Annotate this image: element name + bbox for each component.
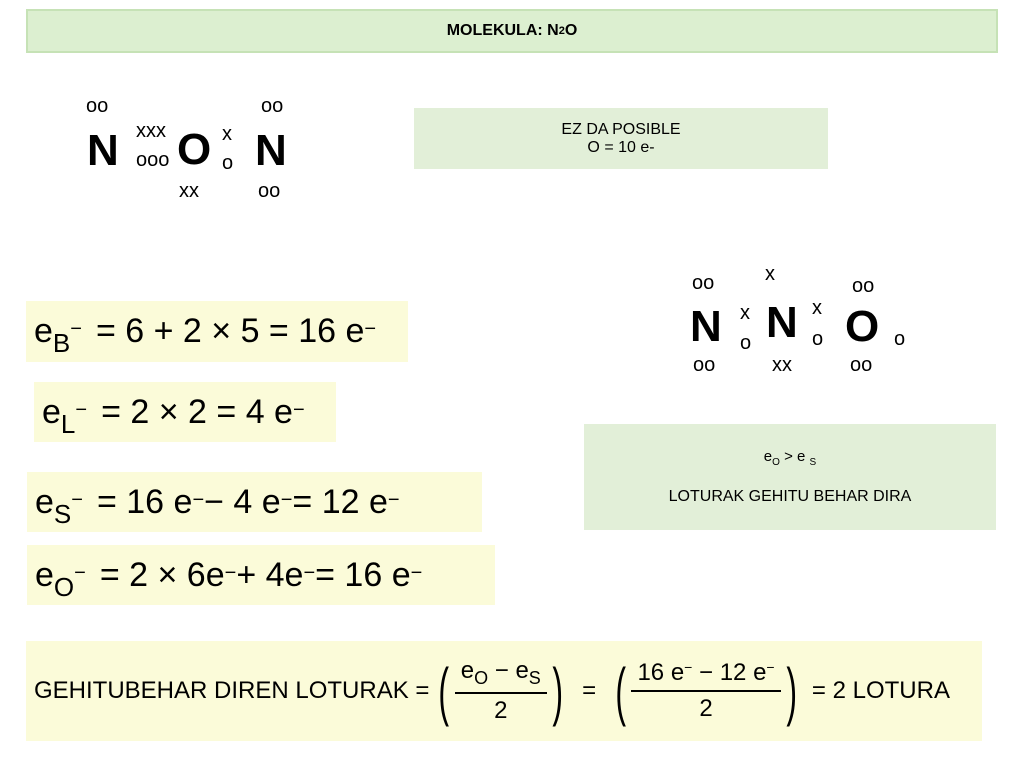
eq-lone-electrons — [34, 382, 336, 442]
eq-s-e: e — [35, 482, 54, 521]
fraction-1 — [455, 657, 547, 725]
o-left-bottom-dots: ooo — [136, 149, 170, 171]
eq-l-rhs: = 2 × 2 = 4 e — [101, 392, 293, 431]
s2-n1-bottom-dots: oo — [693, 354, 716, 376]
s2-n2-top-dot: x — [765, 263, 775, 285]
eq-bonding-electrons — [26, 301, 408, 362]
final-lhs: GEHITUBEHAR DIREN LOTURAK = — [34, 677, 430, 704]
frac1-numerator — [455, 657, 547, 689]
n1-top-dots: oo — [86, 95, 109, 117]
o-bottom-dots: xx — [179, 180, 199, 202]
n1-symbol: N — [87, 126, 119, 175]
eq-o-rhs3-sup: − — [410, 561, 423, 584]
s2-o-symbol: O — [845, 302, 880, 351]
title-sub: 2 — [558, 25, 565, 37]
eq-o-rhs2: + 4e — [236, 555, 304, 594]
eq-s-rhs2: − 4 e — [204, 482, 281, 521]
compare-line1 — [764, 448, 816, 468]
paren-close-1: ) — [552, 655, 563, 727]
frac1-denominator: 2 — [494, 696, 508, 724]
eq-s-sup: − — [71, 488, 83, 511]
title-bar — [26, 9, 998, 53]
compare-sub-s: S — [809, 457, 817, 468]
s2-bond1-bottom: o — [740, 332, 752, 354]
eq-s-rhs1-sup: − — [192, 488, 205, 511]
s2-n2-symbol: N — [766, 298, 798, 347]
s2-n2-bottom-dots: xx — [772, 354, 792, 376]
paren-close-2: ) — [785, 655, 797, 727]
impossible-box — [414, 108, 828, 169]
eq-b-e: e — [34, 312, 53, 350]
frac1-bar — [455, 692, 547, 694]
eq-s-rhs3: = 12 e — [292, 482, 388, 521]
paren-open-1: ( — [438, 655, 450, 727]
n2-symbol: N — [255, 126, 287, 175]
n2-bottom-dots: oo — [258, 180, 281, 202]
s2-n1-top-dots: oo — [692, 272, 715, 294]
eq-bonds-needed — [26, 641, 982, 741]
compare-sub-o: O — [772, 457, 780, 468]
compare-line2: LOTURAK GEHITU BEHAR DIRA — [668, 488, 912, 505]
s2-bond2-top: x — [812, 297, 822, 319]
impossible-line1: EZ DA POSIBLE — [561, 120, 681, 138]
frac2-num-part2: − 12 e — [692, 659, 767, 686]
eq-l-e: e — [42, 392, 61, 431]
eq-shared-electrons — [27, 472, 482, 532]
bond-bottom-dot: o — [222, 152, 234, 174]
eq-b-sup: − — [70, 318, 82, 340]
s2-o-right-dot: o — [894, 328, 906, 350]
eq-s-sub: S — [53, 498, 72, 529]
frac1-op: − e — [488, 657, 529, 685]
eq-l-rhs-sup: − — [292, 398, 305, 421]
eq-b-rhs-sup: − — [364, 318, 377, 340]
final-equals: = — [582, 677, 597, 704]
eq-octet-electrons — [27, 545, 495, 605]
eq-o-rhs2-sup: − — [303, 561, 316, 584]
eq-s-rhs1: = 16 e — [96, 482, 193, 521]
eq-s-rhs2-sup: − — [280, 488, 293, 511]
compare-gt: > e — [779, 448, 810, 465]
frac2-sup1: − — [684, 659, 693, 675]
eq-o-sub: O — [53, 571, 75, 602]
n2-top-dots: oo — [261, 95, 284, 117]
eq-o-rhs1: = 2 × 6e — [99, 555, 225, 594]
eq-o-rhs3: = 16 e — [315, 555, 411, 594]
o-left-top-dots: xxx — [136, 120, 166, 142]
eq-o-sup: − — [74, 561, 86, 584]
eq-o-rhs1-sup: − — [224, 561, 237, 584]
frac2-sup2: − — [766, 659, 775, 675]
impossible-line2: O = 10 e- — [587, 138, 655, 156]
eq-l-sub: L — [60, 408, 76, 439]
fraction-2 — [631, 659, 780, 723]
frac2-num-part1: 16 e — [637, 659, 685, 686]
eq-s-rhs3-sup: − — [387, 488, 400, 511]
frac2-numerator — [631, 659, 780, 687]
eq-b-rhs: = 6 + 2 × 5 = 16 e — [95, 312, 365, 350]
compare-box — [584, 424, 996, 530]
eq-l-sup: − — [75, 398, 88, 421]
frac2-denominator: 2 — [699, 695, 713, 722]
frac1-sub-o: O — [474, 667, 489, 688]
compare-e1: e — [763, 448, 773, 465]
eq-b-sub: B — [52, 328, 71, 358]
eq-o-e: e — [35, 555, 54, 594]
frac2-bar — [631, 690, 780, 692]
s2-bond2-bottom: o — [812, 328, 824, 350]
s2-o-top-dots: oo — [852, 275, 875, 297]
final-result: = 2 LOTURA — [811, 677, 950, 704]
bond-top-dot: x — [222, 123, 232, 145]
title-suffix: O — [564, 22, 578, 39]
frac1-e1: e — [460, 657, 475, 685]
title-prefix: MOLEKULA: N — [446, 22, 559, 39]
paren-open-2: ( — [615, 655, 627, 727]
o-symbol: O — [177, 125, 212, 174]
s2-bond1-top: x — [740, 302, 750, 324]
frac1-sub-s: S — [528, 667, 541, 688]
s2-o-bottom-dots: oo — [850, 354, 873, 376]
s2-n1-symbol: N — [690, 302, 722, 351]
